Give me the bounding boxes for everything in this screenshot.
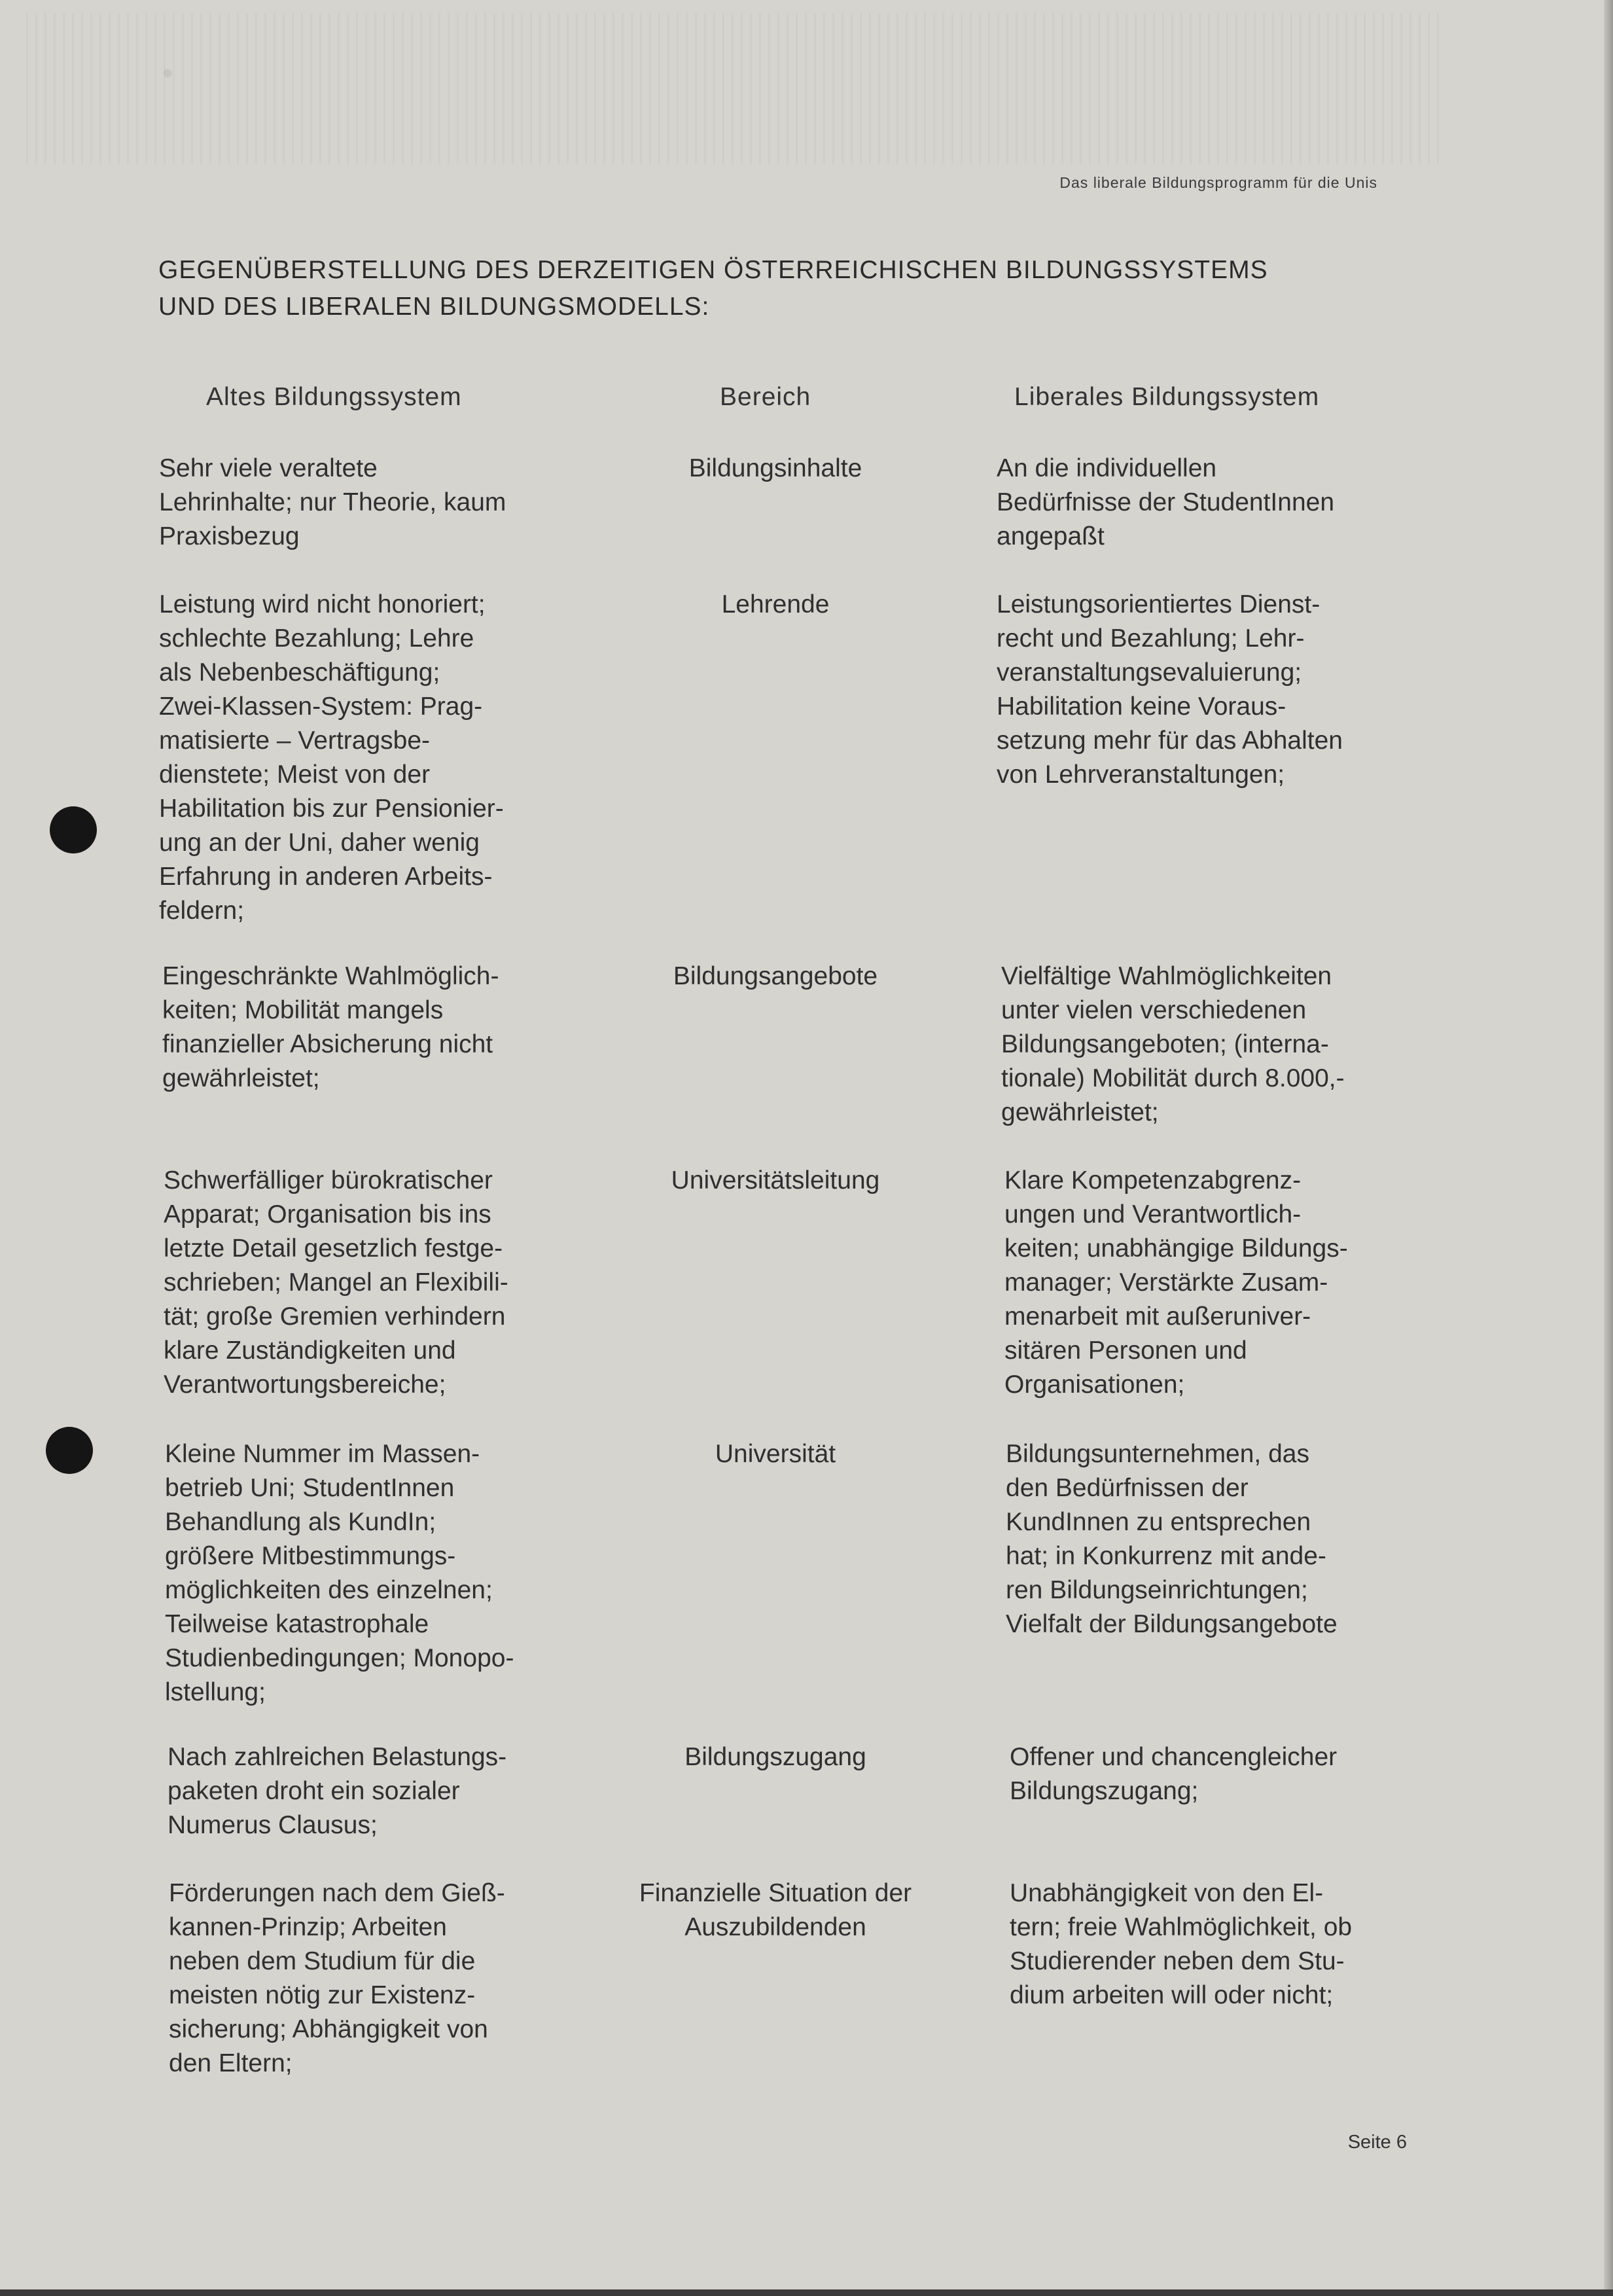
page-title-line: UND DES LIBERALEN BILDUNGSMODELLS:: [158, 293, 710, 321]
cell-line: Auszubildenden: [684, 1913, 866, 1941]
column-header-liberal: Liberales Bildungssystem: [1014, 383, 1320, 411]
cell-line: recht und Bezahlung; Lehr-: [997, 624, 1305, 653]
cell-line: Numerus Clausus;: [168, 1811, 378, 1839]
cell-old: [162, 960, 499, 1096]
cell-line: Nach zahlreichen Belastungs-: [168, 1743, 507, 1771]
page-number: Seite 6: [1347, 2132, 1407, 2153]
cell-line: lstellung;: [165, 1678, 266, 1706]
cell-line: Verantwortungsbereiche;: [164, 1371, 446, 1399]
page-edge-right: [1604, 0, 1613, 2296]
cell-line: ren Bildungseinrichtungen;: [1006, 1576, 1308, 1604]
cell-line: An die individuellen: [997, 454, 1217, 482]
cell-line: Habilitation bis zur Pensionier-: [159, 795, 504, 823]
cell-line: Teilweise katastrophale: [165, 1610, 429, 1638]
cell-line: Förderungen nach dem Gieß-: [169, 1879, 505, 1907]
cell-line: Universitätsleitung: [671, 1166, 880, 1194]
cell-liberal: [1006, 1437, 1338, 1641]
cell-old: [168, 1740, 506, 1842]
punch-hole-top: [50, 806, 97, 853]
cell-line: hat; in Konkurrenz mit ande-: [1006, 1542, 1326, 1570]
cell-line: Zwei-Klassen-System: Prag-: [159, 692, 483, 721]
cell-line: Studierender neben dem Stu-: [1010, 1947, 1345, 1975]
cell-line: menarbeit mit außeruniver-: [1004, 1302, 1311, 1331]
punch-hole-bottom: [46, 1427, 93, 1474]
cell-line: matisierte – Vertragsbe-: [159, 726, 431, 755]
page-title: [158, 252, 1389, 325]
cell-line: Bildungszugang: [684, 1743, 866, 1771]
cell-liberal: [1004, 1164, 1348, 1402]
cell-line: Offener und chancengleicher: [1010, 1743, 1338, 1771]
cell-line: letzte Detail gesetzlich festge-: [164, 1234, 503, 1263]
cell-area: [605, 960, 946, 994]
page-edge-bottom: [0, 2289, 1613, 2296]
cell-liberal: [1001, 960, 1345, 1130]
cell-line: tionale) Mobilität durch 8.000,-: [1001, 1064, 1345, 1092]
cell-line: KundInnen zu entsprechen: [1006, 1508, 1311, 1536]
cell-line: ung an der Uni, daher wenig: [159, 829, 480, 857]
cell-old: [159, 588, 504, 928]
cell-line: Finanzielle Situation der: [639, 1879, 912, 1907]
cell-line: gewährleistet;: [1001, 1098, 1159, 1126]
cell-line: Leistungsorientiertes Dienst-: [997, 590, 1321, 619]
cell-line: feldern;: [159, 897, 245, 925]
cell-line: Eingeschränkte Wahlmöglich-: [162, 962, 499, 990]
cell-line: von Lehrveranstaltungen;: [997, 761, 1285, 789]
cell-line: Bildungsinhalte: [688, 454, 862, 482]
cell-line: ungen und Verantwortlich-: [1004, 1200, 1302, 1229]
cell-line: Studienbedingungen; Monopo-: [165, 1644, 514, 1672]
cell-line: tern; freie Wahlmöglichkeit, ob: [1010, 1913, 1353, 1941]
cell-liberal: [1010, 1876, 1352, 2013]
cell-line: veranstaltungsevaluierung;: [997, 658, 1302, 687]
cell-area: [605, 1164, 946, 1198]
cell-line: Apparat; Organisation bis ins: [164, 1200, 491, 1229]
cell-liberal: [1010, 1740, 1337, 1808]
cell-liberal: [997, 452, 1334, 554]
cell-liberal: [997, 588, 1343, 792]
cell-area: [605, 1437, 946, 1471]
cell-line: möglichkeiten des einzelnen;: [165, 1576, 493, 1604]
cell-line: sitären Personen und: [1004, 1336, 1247, 1365]
running-header: Das liberale Bildungsprogramm für die Unis: [1059, 174, 1377, 191]
cell-line: gewährleistet;: [162, 1064, 320, 1092]
cell-line: Lehrende: [721, 590, 830, 619]
cell-line: Vielfältige Wahlmöglichkeiten: [1001, 962, 1332, 990]
cell-line: Behandlung als KundIn;: [165, 1508, 436, 1536]
cell-line: schrieben; Mangel an Flexibili-: [164, 1268, 508, 1297]
cell-area: [605, 452, 946, 486]
cell-line: Erfahrung in anderen Arbeits-: [159, 863, 493, 891]
cell-line: manager; Verstärkte Zusam-: [1004, 1268, 1328, 1297]
cell-line: meisten nötig zur Existenz-: [169, 1981, 476, 2009]
cell-line: Leistung wird nicht honoriert;: [159, 590, 486, 619]
cell-line: klare Zuständigkeiten und: [164, 1336, 456, 1365]
cell-line: den Eltern;: [169, 2049, 292, 2077]
cell-old: [169, 1876, 505, 2081]
cell-area: [605, 1876, 946, 1945]
scan-artifacts: [26, 13, 1440, 164]
cell-line: finanzieller Absicherung nicht: [162, 1030, 493, 1058]
page-title-line: GEGENÜBERSTELLUNG DES DERZEITIGEN ÖSTERREICHISCHEN BILDUNGSSYSTEMS: [158, 256, 1268, 284]
cell-area: [605, 1740, 946, 1774]
cell-line: Praxisbezug: [159, 522, 300, 550]
cell-line: paketen droht ein sozialer: [168, 1777, 460, 1805]
cell-line: unter vielen verschiedenen: [1001, 996, 1307, 1024]
cell-line: neben dem Studium für die: [169, 1947, 476, 1975]
cell-line: schlechte Bezahlung; Lehre: [159, 624, 474, 653]
cell-line: dienstete; Meist von der: [159, 761, 431, 789]
cell-line: Schwerfälliger bürokratischer: [164, 1166, 493, 1194]
cell-line: Sehr viele veraltete: [159, 454, 378, 482]
cell-line: Habilitation keine Voraus-: [997, 692, 1286, 721]
cell-line: Vielfalt der Bildungsangebote: [1006, 1610, 1338, 1638]
cell-line: Kleine Nummer im Massen-: [165, 1440, 480, 1468]
cell-old: [164, 1164, 508, 1402]
cell-line: tät; große Gremien verhindern: [164, 1302, 506, 1331]
cell-line: Bildungszugang;: [1010, 1777, 1199, 1805]
cell-line: Bildungsangebote: [673, 962, 878, 990]
cell-line: Klare Kompetenzabgrenz-: [1004, 1166, 1302, 1194]
cell-line: Bildungsangeboten; (internа-: [1001, 1030, 1329, 1058]
cell-line: keiten; unabhängige Bildungs-: [1004, 1234, 1348, 1263]
cell-line: Universität: [715, 1440, 836, 1468]
cell-line: angepaßt: [997, 522, 1105, 550]
cell-line: Lehrinhalte; nur Theorie, kaum: [159, 488, 506, 516]
cell-line: Unabhängigkeit von den El-: [1010, 1879, 1324, 1907]
cell-line: als Nebenbeschäftigung;: [159, 658, 440, 687]
cell-area: [605, 588, 946, 622]
cell-line: Organisationen;: [1004, 1371, 1185, 1399]
cell-line: kannen-Prinzip; Arbeiten: [169, 1913, 447, 1941]
cell-line: den Bedürfnissen der: [1006, 1474, 1249, 1502]
cell-line: Bildungsunternehmen, das: [1006, 1440, 1309, 1468]
column-header-area: Bereich: [720, 383, 811, 411]
column-header-old: Altes Bildungssystem: [206, 383, 462, 411]
cell-line: setzung mehr für das Abhalten: [997, 726, 1343, 755]
cell-old: [159, 452, 506, 554]
cell-line: sicherung; Abhängigkeit von: [169, 2015, 488, 2043]
cell-line: dium arbeiten will oder nicht;: [1010, 1981, 1334, 2009]
cell-old: [165, 1437, 514, 1710]
cell-line: größere Mitbestimmungs-: [165, 1542, 456, 1570]
cell-line: betrieb Uni; StudentInnen: [165, 1474, 455, 1502]
cell-line: Bedürfnisse der StudentInnen: [997, 488, 1335, 516]
cell-line: keiten; Mobilität mangels: [162, 996, 444, 1024]
